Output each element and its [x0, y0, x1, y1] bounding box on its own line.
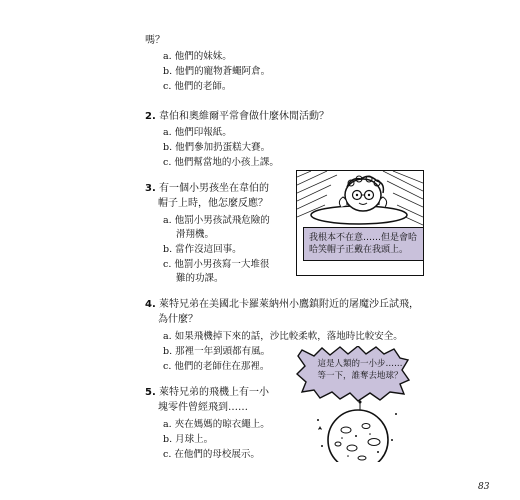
question-5-line2: 塊零件曾經飛到……: [158, 402, 248, 413]
cartoon-panel-hat: [296, 170, 424, 276]
q4-option-b: b. 那裡一年到頭都有風。: [163, 346, 271, 357]
question-3: [145, 182, 269, 196]
q1-option-a: a. 他們的妹妹。: [163, 51, 232, 62]
question-number: 5.: [145, 387, 156, 398]
q5-option-a: a. 夾在媽媽的晾衣繩上。: [163, 419, 270, 430]
q3-option-a: a. 他罰小男孩試飛危險的: [163, 215, 270, 226]
q2-option-b: b. 他們參加扔蛋糕大賽。: [163, 142, 271, 153]
q3-option-c-cont: 難的功課。: [176, 273, 224, 284]
q1-continuation: 嗎？: [145, 35, 165, 46]
q5-option-c: c. 在他們的母校展示。: [163, 449, 260, 460]
page-number: 83: [478, 482, 490, 492]
question-text: 韋伯和奧維爾平常會做什麼休閒活動？: [158, 111, 329, 122]
q3-option-c: c. 他罰小男孩寫一大堆很: [163, 259, 270, 270]
question-4: [145, 298, 419, 312]
question-3-line2: 帽子上時，他怎麼反應？: [158, 198, 268, 209]
question-number: 2.: [145, 111, 156, 122]
q4-option-a: a. 如果飛機掉下來的話，沙比較柔軟，落地時比較安全。: [163, 331, 403, 342]
moon-illustration: [312, 400, 402, 462]
q2-option-a: a. 他們印報紙。: [163, 127, 232, 138]
question-5: [145, 386, 269, 400]
question-text-line1: 萊特兄弟的飛機上有一小: [158, 387, 269, 398]
q5-option-b: b. 月球上。: [163, 434, 214, 445]
q3-option-b: b. 當作沒這回事。: [163, 244, 242, 255]
q1-option-c: c. 他們的老師。: [163, 81, 232, 92]
q1-option-b: b. 他們的寵物蒼蠅阿倉。: [163, 66, 271, 77]
question-text-line1: 有一個小男孩坐在韋伯的: [158, 183, 269, 194]
question-number: 4.: [145, 299, 156, 310]
question-text-line1: 萊特兄弟在美國北卡羅萊納州小鷹鎮附近的屠魔沙丘試飛，: [158, 299, 419, 310]
speech-bubble-text: 這是人類的一小步……等一下，誰奪去地球？: [317, 359, 403, 381]
q4-option-c: c. 他們的老師住在那裡。: [163, 361, 270, 372]
q3-option-a-cont: 滑翔機。: [176, 229, 215, 240]
question-2: [145, 110, 329, 124]
question-number: 3.: [145, 183, 156, 194]
q2-option-c: c. 他們幫當地的小孩上課。: [163, 157, 279, 168]
cartoon-caption: 我根本不在意……但是會哈哈笑帽子正戴在我頭上。: [303, 227, 424, 261]
question-4-line2: 為什麼？: [158, 314, 198, 325]
